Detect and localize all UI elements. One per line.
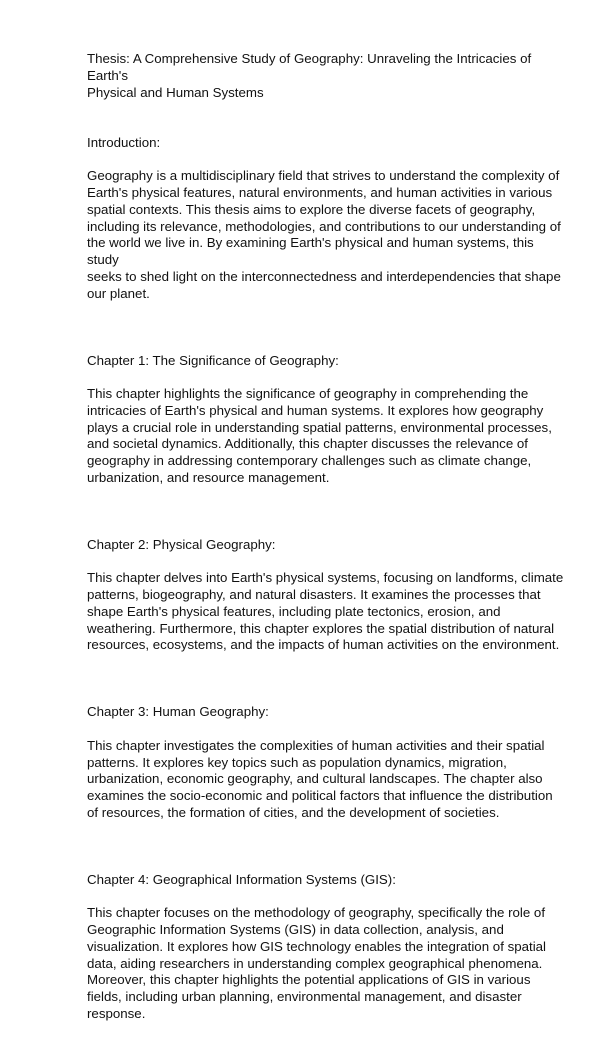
section-chapter-1 bbox=[87, 336, 566, 504]
section-chapter-4 bbox=[87, 855, 566, 1039]
section-heading: Chapter 3: Human Geography: bbox=[87, 704, 269, 720]
section-chapter-3 bbox=[87, 688, 566, 839]
section-body: This chapter delves into Earth's physical systems, focusing on landforms, climate patterns, biogeography, and natural disasters. It examines the processes that shape Earth's physical features, including plate tectonics, erosion, and weathering. Furthermore, this chapter explores the spatial distribution of natural resources, ecosystems, and the impacts of human activities on the environment. bbox=[87, 570, 564, 653]
document-title: Thesis: A Comprehensive Study of Geography: Unraveling the Intricacies of Earth's Physical and Human Systems bbox=[87, 51, 532, 100]
section-heading: Chapter 4: Geographical Information Systems (GIS): bbox=[87, 871, 396, 887]
section-body: This chapter highlights the significance of geography in comprehending the intricacies of Earth's physical and human systems. It explores how geography plays a crucial role in understanding spatial patterns, environmental processes, and societal dynamics. Additionally, this chapter discusses the relevance of geography in addressing contemporary challenges such as climate change, urbanization, and resource management. bbox=[87, 386, 552, 485]
section-chapter-2 bbox=[87, 520, 566, 671]
section-introduction bbox=[87, 118, 566, 319]
section-body: This chapter investigates the complexities of human activities and their spatial patterns. It explores key topics such as population dynamics, migration, urbanization, economic geography, and cultural landscapes. The chapter also examines the socio-economic and political factors that influence the distribution of resources, the formation of cities, and the development of societies. bbox=[87, 737, 553, 820]
section-heading: Chapter 2: Physical Geography: bbox=[87, 536, 276, 552]
section-body: Geography is a multidisciplinary field that strives to understand the complexity of Earth's physical features, natural environments, and human activities in various spatial contexts. This thesis aims to explore the diverse facets of geography, including its relevance, methodologies, and contributions to our understanding of the world we live in. By examining Earth's physical and human systems, this study seeks to shed light on the interconnectedness and interdependencies that shape our planet. bbox=[87, 168, 561, 301]
section-body: This chapter focuses on the methodology of geography, specifically the role of Geographic Information Systems (GIS) in data collection, analysis, and visualization. It explores how GIS technology enables the integration of spatial data, aiding researchers in understanding complex geographical phenomena. Moreover, this chapter highlights the potential applications of GIS in various fields, including urban planning, environmental management, and disaster response. bbox=[87, 905, 547, 1021]
section-heading: Introduction: bbox=[87, 134, 161, 150]
section-heading: Chapter 1: The Significance of Geography: bbox=[87, 352, 339, 368]
